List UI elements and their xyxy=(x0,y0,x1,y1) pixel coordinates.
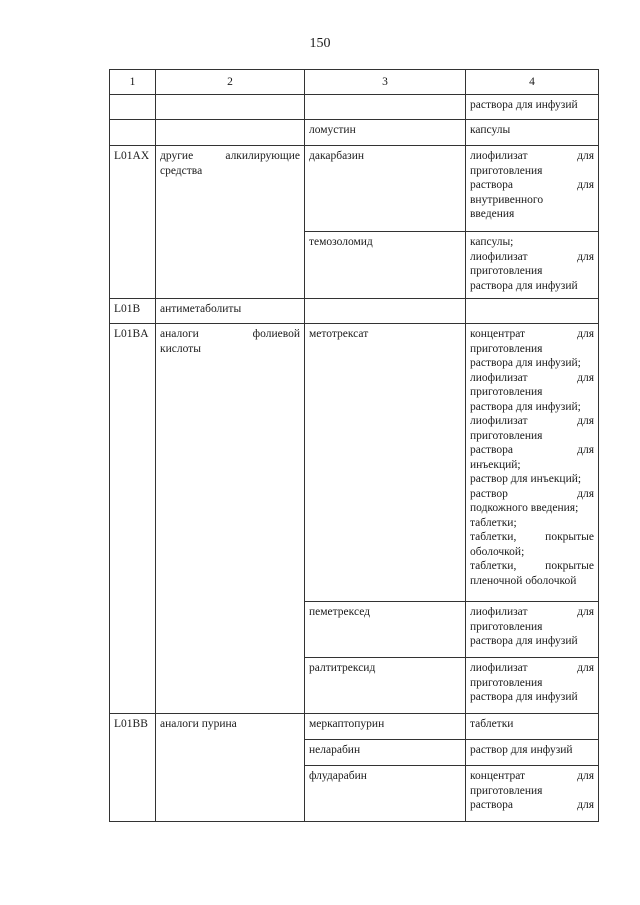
form-cell: лиофилизат для приготовления раствора для инфузий xyxy=(466,602,599,658)
form-cell: таблетки xyxy=(466,714,599,740)
drug-cell: ралтитрексид xyxy=(305,658,466,714)
drug-cell: дакарбазин xyxy=(305,146,466,232)
form-cell: концентрат для приготовления раствора для xyxy=(466,766,599,822)
table-row xyxy=(110,120,599,146)
table-cell xyxy=(466,299,599,324)
table-cell xyxy=(110,95,156,120)
column-header: 4 xyxy=(466,70,599,95)
table-row xyxy=(110,299,599,324)
page-number: 150 xyxy=(309,36,331,51)
form-cell: раствор для инфузий xyxy=(466,740,599,766)
table-header-row xyxy=(110,70,599,95)
atc-code-cell: L01BA xyxy=(110,324,156,714)
table-row xyxy=(110,714,599,740)
drug-cell: флударабин xyxy=(305,766,466,822)
table-row xyxy=(110,95,599,120)
atc-code-cell: L01AX xyxy=(110,146,156,299)
atc-code-cell: L01BB xyxy=(110,714,156,822)
drug-cell: метотрексат xyxy=(305,324,466,602)
drug-cell: меркаптопурин xyxy=(305,714,466,740)
form-cell: капсулы xyxy=(466,120,599,146)
atc-name-cell: другие алкилирующие средства xyxy=(156,146,305,299)
atc-name-cell: аналоги фолиевой кислоты xyxy=(156,324,305,714)
form-cell: капсулы; лиофилизат для приготовления раствора для инфузий xyxy=(466,232,599,299)
form-cell: лиофилизат для приготовления раствора для инфузий xyxy=(466,658,599,714)
column-header: 3 xyxy=(305,70,466,95)
table-cell xyxy=(305,299,466,324)
column-header: 2 xyxy=(156,70,305,95)
atc-name-cell: антиметаболиты xyxy=(156,299,305,324)
drug-cell: ломустин xyxy=(305,120,466,146)
column-header: 1 xyxy=(110,70,156,95)
form-cell: лиофилизат для приготовления раствора для внутривенного введения xyxy=(466,146,599,232)
drug-cell: темозоломид xyxy=(305,232,466,299)
table-row xyxy=(110,324,599,602)
drug-table xyxy=(109,69,599,822)
form-cell: раствора для инфузий xyxy=(466,95,599,120)
table-cell xyxy=(305,95,466,120)
atc-name-cell: аналоги пурина xyxy=(156,714,305,822)
drug-cell: неларабин xyxy=(305,740,466,766)
form-cell: концентрат для приготовления раствора для инфузий; лиофилизат для приготовления раствора для инфузий; лиофилизат для приготовления раствора для инъекций; раствор для инъекций; раствор для подкожного введения; таблетки; таблетки, покрытые оболочкой; таблетки, покрытые пленочной оболочкой xyxy=(466,324,599,602)
table-cell xyxy=(156,120,305,146)
table-row xyxy=(110,146,599,232)
table-cell xyxy=(110,120,156,146)
drug-cell: пеметрексед xyxy=(305,602,466,658)
table-cell xyxy=(156,95,305,120)
atc-code-cell: L01B xyxy=(110,299,156,324)
